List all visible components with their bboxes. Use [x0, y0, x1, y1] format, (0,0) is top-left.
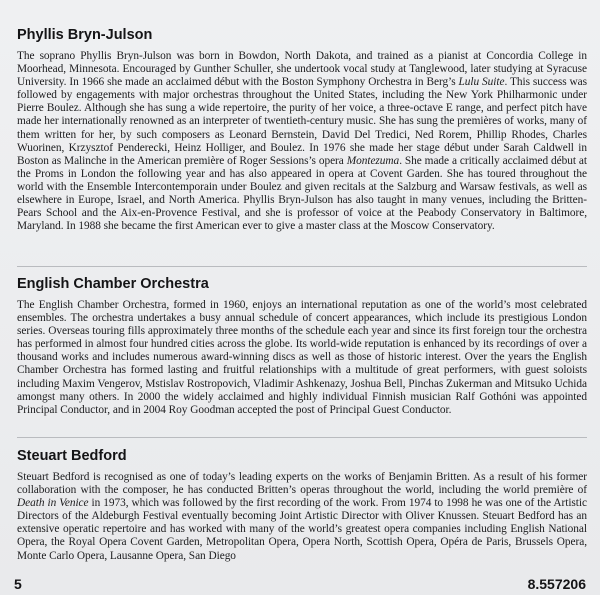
- text-run: . She made a critically acclaimed début at the Proms in London the following year and has also appeared in opera at Covent Garden. She has toured throughout the world with the Ensemble Intercontemporain under Boulez and given recitals at the Salzburg and Warsaw festivals, as well as elsewhere in Europe, Israel, and North America. Phyllis Bryn-Julson has also taught in many venues, including the Britten-Pears School and the Aix-en-Provence Festival, and she is professor of voice at the Peabody Conservatory in Baltimore, Maryland. In 1988 she became the first American ever to give a master class at the Moscow Conservatory.: [17, 154, 587, 233]
- text-run: The soprano Phyllis Bryn-Julson was born in Bowdon, North Dakota, and trained as a pianist at Concordia College in Moorhead, Minnesota. Encouraged by Gunther Schuller, she undertook vocal study at Tanglewood, later studying at Syracuse University. In 1966 she made an acclaimed début with the Boston Symphony Orchestra in Berg’s: [17, 50, 587, 89]
- work-title: Lulu Suite: [458, 76, 505, 89]
- section-title: Phyllis Bryn-Julson: [17, 27, 153, 43]
- section-body: [17, 50, 587, 233]
- work-title: Death in Venice: [17, 497, 89, 510]
- text-run: . This success was followed by engagements with major orchestras throughout the United States, including the New York Philharmonic under Pierre Boulez. Although she has sung a wide repertoire, the purity of her voice, a three-octave E range, and perfect pitch have made her internationally renowned as an interpreter of twentieth-century music. She has sung the premières of works, many of them written for her, by such composers as Leonard Bernstein, David Del Tredici, Ned Rorem, Phillip Rhodes, Charles Wuorinen, Krzysztof Penderecki, Heinz Holliger, and Boulez. In 1976 she made her stage début under Sarah Caldwell in Boston as Malinche in the American première of Roger Sessions’s opera: [17, 76, 588, 167]
- text-run: Steuart Bedford is recognised as one of today’s leading experts on the works of Benjamin Britten. As a result of his former collaboration with the composer, he has conducted Britten’s operas throughout the world, including the world première of: [17, 471, 587, 497]
- section-body: [17, 299, 587, 417]
- section-title: Steuart Bedford: [17, 448, 127, 464]
- work-title: Montezuma: [346, 154, 400, 167]
- section-steuart-bedford: [17, 437, 587, 563]
- page-number: 5: [14, 576, 22, 592]
- section-body: [17, 471, 587, 563]
- text-run: in 1973, which was followed by the first recording of the work. From 1974 to 1998 he was one of the Artistic Directors of the Aldeburgh Festival eventually becoming Joint Artistic Director with Oliver Knussen. Steuart Bedford has an extensive operatic repertoire and has worked with many of the world’s greatest opera companies including English National Opera, the Royal Opera Covent Garden, Metropolitan Opera, Opera North, Scottish Opera, Opéra de Paris, Brussels Opera, Monte Carlo Opera, Lausanne Opera, San Diego: [17, 497, 587, 562]
- section-english-chamber-orchestra: [17, 266, 587, 417]
- section-title: English Chamber Orchestra: [17, 276, 209, 292]
- text-run: The English Chamber Orchestra, formed in 1960, enjoys an international reputation as one of the world’s most celebrated ensembles. The orchestra undertakes a busy annual schedule of concert appearances, which include its prestigious London series. Overseas touring fills approximately three months of the schedule each year and since its first foreign tour the orchestra has performed in almost four hundred cities across the globe. Its world-wide reputation is enhanced by its recordings of over a thousand works and includes numerous award-winning discs as well as those of historic interest. Over the years the English Chamber Orchestra has formed lasting and fruitful relationships with a multitude of great performers, with guest soloists including Maxim Vengerov, Mstislav Rostropovich, Vladimir Ashkenazy, Joshua Bell, Pinchas Zukerman and Mitsuko Uchida amongst many others. In 2000 the widely acclaimed and highly individual Finnish musician Ralf Gothóni was appointed Principal Conductor, and in 2004 Roy Goodman accepted the post of Principal Guest Conductor.: [17, 299, 587, 416]
- catalogue-number: 8.557206: [527, 576, 586, 592]
- section-bryn-julson: [17, 26, 587, 233]
- section-divider: [17, 437, 587, 438]
- section-divider: [17, 266, 587, 267]
